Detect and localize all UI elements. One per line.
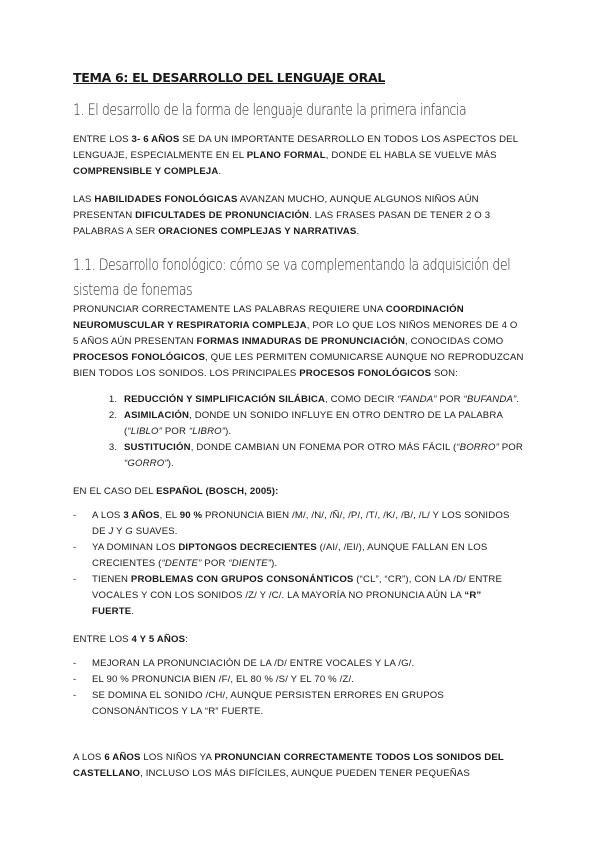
emphasis-text: REDUCCIÓN Y SIMPLIFICACIÓN SILÁBICA	[124, 394, 326, 405]
emphasis-text: PROBLEMAS CON GRUPOS CONSONÁNTICOS	[130, 574, 354, 585]
text-run: TIENEN	[92, 574, 131, 585]
emphasis-text: HABILIDADES FONOLÓGICAS	[94, 194, 238, 205]
section-heading-1-1: 1.1. Desarrollo fonológico: cómo se va complementando la adquisición del sistema de fonemas	[73, 255, 511, 299]
text-run: ENTRE LOS	[73, 634, 132, 645]
text-run: POR	[498, 442, 523, 453]
list-item	[120, 392, 525, 408]
emphasis-text: 6 AÑOS	[104, 752, 141, 763]
text-run: PRONUNCIAR CORRECTAMENTE LAS PALABRAS REQUIERE UNA	[73, 304, 386, 315]
text-run: , COMO DECIR	[325, 394, 398, 405]
text-run: . LAS FRASES PASAN DE TENER 2 O 3 PALABRAS A SER	[73, 210, 491, 237]
text-run: , POR LO QUE LOS NIÑOS MENORES DE 4 O 5 AÑOS AÚN PRESENTAN	[73, 320, 518, 347]
emphasis-text: ASIMILACIÓN	[124, 410, 190, 421]
list-item	[120, 408, 525, 440]
example-letter: J	[108, 526, 114, 537]
document-title: TEMA 6: EL DESARROLLO DEL LENGUAJE ORAL	[73, 70, 385, 85]
paragraph-spanish-intro	[73, 484, 525, 500]
list-item	[73, 540, 525, 572]
text-run: POR	[201, 558, 229, 569]
emphasis-text: SUSTITUCIÓN	[124, 442, 191, 453]
text-run: SON:	[431, 368, 459, 379]
text-run: A LOS	[73, 752, 105, 763]
processes-list	[73, 392, 525, 472]
text-run: ).	[271, 558, 278, 569]
emphasis-text: DIPTONGOS DECRECIENTES	[178, 542, 317, 553]
example-word: “LIBLO”	[127, 426, 162, 437]
paragraph-age-development	[73, 132, 525, 180]
list-item: - SE DOMINA EL SONIDO /CH/, AUNQUE PERSISTEN ERRORES EN GRUPOS CONSONÁNTICOS Y LA “R” FUERTE.	[73, 688, 525, 720]
paragraph-age45-intro	[73, 632, 525, 648]
text-run: Y	[113, 526, 126, 537]
emphasis-text: FORMAS INMADURAS DE PRONUNCIACIÓN	[196, 336, 406, 347]
paragraph-phonological-processes	[73, 302, 525, 382]
example-word: “DENTE”	[161, 558, 202, 569]
paragraph-age6	[73, 750, 525, 782]
example-word: “LIBRO”	[188, 426, 226, 437]
emphasis-text: ORACIONES COMPLEJAS Y NARRATIVAS	[158, 226, 357, 237]
text-run: , DONDE UN SONIDO INFLUYE EN OTRO DENTRO DE LA PALABRA (	[124, 410, 503, 437]
spanish-milestones-list	[73, 508, 525, 620]
example-word: “FANDA”	[397, 394, 437, 405]
document-content	[73, 70, 525, 794]
example-word: “BORRO”	[456, 442, 499, 453]
text-run: .	[516, 394, 520, 405]
list-item: - MEJORAN LA PRONUNCIACIÓN DE LA /D/ ENTRE VOCALES Y LA /G/.	[73, 656, 525, 672]
text-run: , CONOCIDAS COMO	[405, 336, 504, 347]
text-run: .	[131, 606, 135, 617]
text-run: POR	[436, 394, 464, 405]
text-run: ).	[225, 426, 232, 437]
example-word: “GORRO”	[124, 458, 168, 469]
emphasis-text: ESPAÑOL (BOSCH, 2005):	[156, 486, 279, 497]
emphasis-text: PLANO FORMAL	[246, 150, 326, 161]
text-run: YA DOMINAN LOS	[92, 542, 179, 553]
list-item	[120, 440, 525, 472]
text-run: :	[185, 634, 188, 645]
text-run: .	[218, 166, 222, 177]
text-run: SUAVES.	[132, 526, 178, 537]
example-word: “BUFANDA”	[463, 394, 517, 405]
emphasis-text: PRONUNCIAN CORRECTAMENTE TODOS LOS SONIDOS DEL CASTELLANO	[73, 752, 504, 779]
text-run: , EL	[159, 510, 180, 521]
emphasis-text: 90 %	[179, 510, 203, 521]
text-run: POR	[162, 426, 189, 437]
text-run: , INCLUSO LOS MÁS DIFÍCILES, AUNQUE PUEDEN TENER PEQUEÑAS	[140, 768, 470, 779]
list-item: - EL 90 % PRONUNCIA BIEN /F/, EL 80 % /S/ Y EL 70 % /Z/.	[73, 672, 525, 688]
text-run: , QUE LES PERMITEN COMUNICARSE AUNQUE NO REPRODUZCAN BIEN TODOS LOS SONIDOS. LOS PRINCIPALES	[73, 352, 524, 379]
paragraph-phonological-skills	[73, 192, 525, 240]
example-letter: G	[125, 526, 133, 537]
text-run: ENTRE LOS	[73, 134, 132, 145]
emphasis-text: 4 Y 5 AÑOS	[131, 634, 186, 645]
text-run: , DONDE CAMBIAN UN FONEMA POR OTRO MÁS FÁCIL (	[190, 442, 457, 453]
emphasis-text: 3 AÑOS	[123, 510, 160, 521]
text-run: AVANZAN MUCHO, AUNQUE ALGUNOS NIÑOS AÚN PRESENTAN	[73, 194, 479, 221]
emphasis-text: “R” FUERTE	[92, 590, 482, 617]
age45-milestones-list	[73, 656, 525, 720]
emphasis-text: DIFICULTADES DE PRONUNCIACIÓN	[135, 210, 310, 221]
text-run: LOS NIÑOS YA	[140, 752, 215, 763]
emphasis-text: 3- 6 AÑOS	[131, 134, 180, 145]
text-run: LAS	[73, 194, 95, 205]
text-run: SE DA UN IMPORTANTE DESARROLLO EN TODOS LOS ASPECTOS DEL LENGUAJE, ESPECIALMENTE EN EL	[73, 134, 518, 161]
emphasis-text: PROCESOS FONOLÓGICOS	[73, 352, 205, 363]
text-run: (“CL”, “CR”), CON LA /D/ ENTRE VOCALES Y CON LOS SONIDOS /Z/ Y /C/. LA MAYORÍA NO PRONUNCIA AÚN LA	[92, 574, 503, 601]
text-run: .	[356, 226, 360, 237]
text-run: EN EL CASO DEL	[73, 486, 157, 497]
emphasis-text: COMPRENSIBLE Y COMPLEJA	[73, 166, 219, 177]
list-item	[73, 572, 525, 620]
text-run: , DONDE EL HABLA SE VUELVE MÁS	[325, 150, 497, 161]
text-run: PRONUNCIA BIEN /M/, /N/, /Ñ/, /P/, /T/, /K/, /B/, /L/ Y LOS SONIDOS DE	[92, 510, 510, 537]
text-run: (/AI/, /EI/), AUNQUE FALLAN EN LOS CRECIENTES (	[92, 542, 488, 569]
emphasis-text: COORDINACIÓN NEUROMUSCULAR Y RESPIRATORIA COMPLEJA	[73, 304, 464, 331]
text-run: ).	[167, 458, 174, 469]
spacer	[73, 732, 525, 750]
example-word: “DIENTE”	[228, 558, 272, 569]
section-heading-1: 1. El desarrollo de la forma de lenguaje durante la primera infancia	[73, 100, 467, 119]
emphasis-text: PROCESOS FONOLÓGICOS	[299, 368, 432, 379]
list-item	[73, 508, 525, 540]
text-run: A LOS	[92, 510, 124, 521]
